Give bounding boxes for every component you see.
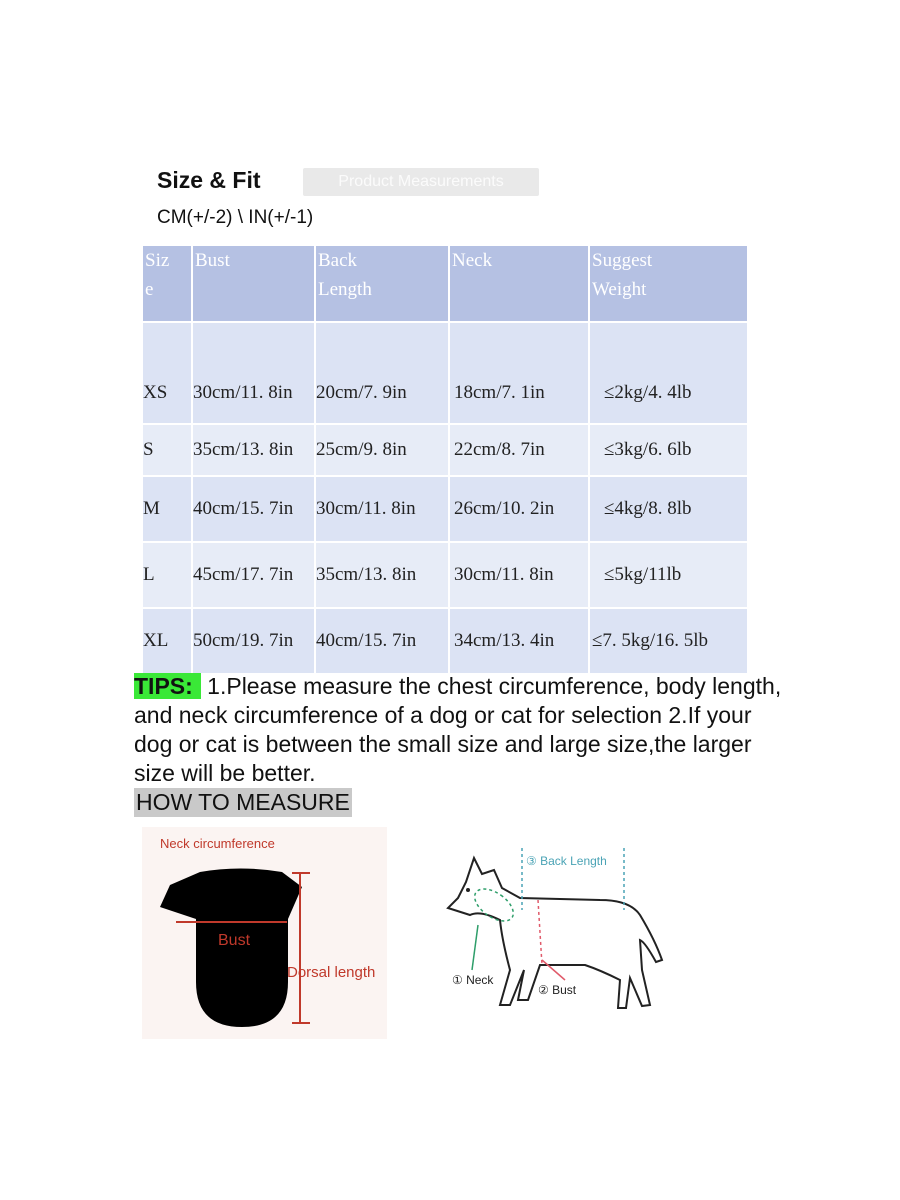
weight-cell: ≤7. 5kg/16. 5lb (590, 609, 747, 673)
neck-cell: 26cm/10. 2in (450, 477, 588, 541)
table-row (143, 323, 747, 423)
neck-cell: 34cm/13. 4in (450, 609, 588, 673)
table-row (143, 425, 747, 475)
bust-measure-line (538, 900, 542, 965)
size-table (141, 244, 749, 675)
bust-cell: 35cm/13. 8in (193, 425, 314, 475)
back-length-cell: 35cm/13. 8in (316, 543, 448, 607)
bust-pointer-line (542, 960, 565, 980)
page-title: Size & Fit (157, 167, 261, 193)
header-line: Suggest (592, 250, 653, 271)
tips-text: 1.Please measure the chest circumference, body length, and neck circumference of a dog or cat for selection 2.If your dog or cat is between the small size and large size,the larger size will be better. (134, 673, 782, 786)
weight-cell: ≤3kg/6. 6lb (590, 425, 747, 475)
dorsal-length-label: Dorsal length (287, 964, 376, 981)
shirt-diagram (142, 827, 387, 1039)
dog-eye (466, 888, 470, 892)
tips-label: TIPS: (134, 673, 201, 699)
neck-cell: 22cm/8. 7in (450, 425, 588, 475)
header-line: Length (318, 279, 372, 300)
back-length-label: ③ Back Length (526, 854, 607, 868)
weight-cell: ≤4kg/8. 8lb (590, 477, 747, 541)
weight-cell: ≤5kg/11lb (590, 543, 747, 607)
dog-diagram (430, 830, 680, 1030)
header-line: Back (318, 250, 358, 271)
column-header-neck (450, 246, 588, 321)
table-row (143, 477, 747, 541)
column-header-back-length (316, 246, 448, 321)
neck-circumference-label: Neck circumference (160, 836, 275, 851)
table-header-row (143, 246, 747, 321)
neck-cell: 30cm/11. 8in (450, 543, 588, 607)
header-line: e (145, 279, 154, 300)
bust-cell: 45cm/17. 7in (193, 543, 314, 607)
header-line: Siz (145, 250, 170, 271)
shirt-measurement-image (142, 827, 387, 1039)
size-cell: M (143, 477, 191, 541)
neck-pointer-line (472, 925, 478, 970)
back-length-cell: 30cm/11. 8in (316, 477, 448, 541)
how-to-measure-heading: HOW TO MEASURE (136, 789, 350, 815)
bust-label: ② Bust (538, 983, 577, 997)
column-header-bust (193, 246, 314, 321)
size-cell: L (143, 543, 191, 607)
neck-cell: 18cm/7. 1in (450, 323, 588, 423)
bust-cell: 30cm/11. 8in (193, 323, 314, 423)
column-header-size (143, 246, 191, 321)
weight-cell: ≤2kg/4. 4lb (590, 323, 747, 423)
table-row (143, 543, 747, 607)
product-measurements-tab[interactable]: Product Measurements (303, 168, 539, 196)
header-line: Weight (592, 279, 647, 300)
neck-measure-ring (469, 883, 519, 928)
size-cell: S (143, 425, 191, 475)
back-length-cell: 20cm/7. 9in (316, 323, 448, 423)
header-line: Neck (452, 250, 493, 271)
tips-paragraph (134, 672, 784, 788)
bust-cell: 50cm/19. 7in (193, 609, 314, 673)
header-line: Bust (195, 250, 230, 271)
back-length-cell: 25cm/9. 8in (316, 425, 448, 475)
size-cell: XS (143, 323, 191, 423)
table-row (143, 609, 747, 673)
size-cell: XL (143, 609, 191, 673)
column-header-suggest-weight (590, 246, 747, 321)
neck-label: ① Neck (452, 973, 494, 987)
units-note: CM(+/-2) \ IN(+/-1) (157, 207, 314, 228)
bust-label: Bust (218, 932, 251, 949)
dog-measurement-image (430, 830, 680, 1030)
bust-cell: 40cm/15. 7in (193, 477, 314, 541)
back-length-cell: 40cm/15. 7in (316, 609, 448, 673)
